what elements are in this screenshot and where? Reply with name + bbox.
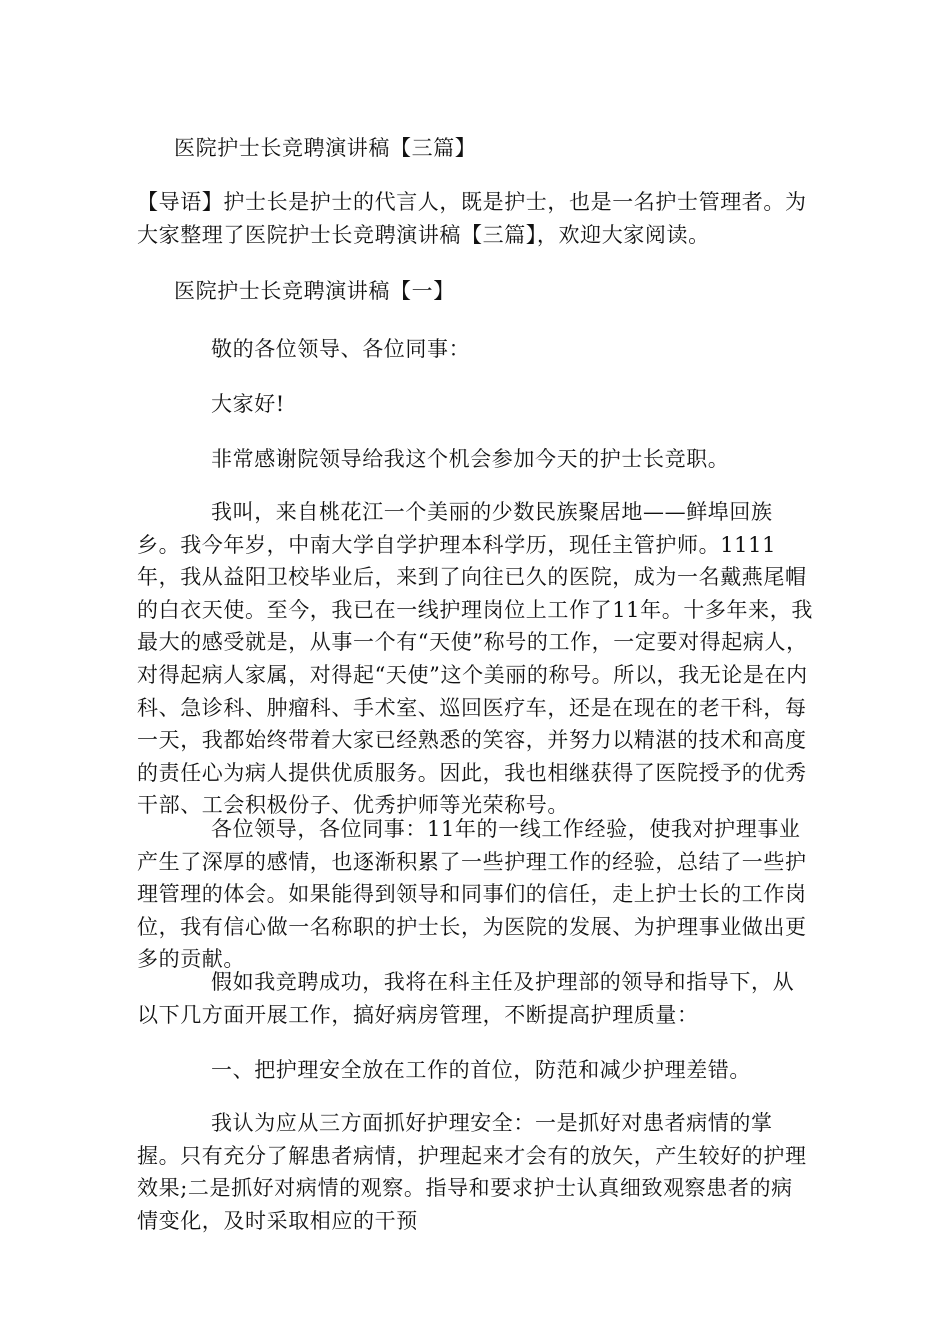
paragraph-4-block [137, 966, 813, 1031]
paragraph-5: 一、把护理安全放在工作的首位，防范和减少护理差错。 [211, 1058, 751, 1082]
paragraph-2: 我叫，来自桃花江一个美丽的少数民族聚居地——鲜埠回族乡。我今年岁，中南大学自学护理本科学历，现任主管护师。1111年，我从益阳卫校毕业后，来到了向往已久的医院，成为一名戴燕尾帽的白衣天使。至今，我已在一线护理岗位上工作了11年。十多年来，我最大的感受就是，从事一个有“天使”称号的工作，一定要对得起病人，对得起病人家属，对得起“天使”这个美丽的称号。所以，我无论是在内科、急诊科、肿瘤科、手术室、巡回医疗车，还是在现在的老干科，每一天，我都始终带着大家已经熟悉的笑容，并努力以精湛的技术和高度的责任心为病人提供优质服务。因此，我也相继获得了医院授予的优秀干部、工会积极份子、优秀护师等光荣称号。 [137, 500, 813, 818]
section-heading-block [137, 275, 813, 308]
greeting-block [137, 388, 813, 421]
salutation: 敬的各位领导、各位同事： [211, 337, 471, 361]
paragraph-5-block [137, 1054, 813, 1087]
salutation-block [137, 333, 813, 366]
paragraph-3-block [137, 813, 813, 976]
intro-paragraph: 【导语】护士长是护士的代言人，既是护士，也是一名护士管理者。为大家整理了医院护士长竞聘演讲稿【三篇】，欢迎大家阅读。 [137, 190, 807, 247]
paragraph-2-block [137, 496, 813, 822]
paragraph-1-block [137, 443, 813, 476]
intro-block [137, 186, 813, 251]
document-title: 医院护士长竞聘演讲稿【三篇】 [174, 136, 477, 160]
paragraph-1: 非常感谢院领导给我这个机会参加今天的护士长竞职。 [211, 447, 730, 471]
paragraph-6-block [137, 1107, 813, 1237]
section-title: 医院护士长竞聘演讲稿【一】 [174, 279, 455, 303]
paragraph-4: 假如我竞聘成功，我将在科主任及护理部的领导和指导下，从以下几方面开展工作，搞好病房管理，不断提高护理质量： [137, 970, 795, 1027]
paragraph-3: 各位领导，各位同事：11年的一线工作经验，使我对护理事业产生了深厚的感情，也逐渐积累了一些护理工作的经验，总结了一些护理管理的体会。如果能得到领导和同事们的信任，走上护士长的工作岗位，我有信心做一名称职的护士长，为医院的发展、为护理事业做出更多的贡献。 [137, 817, 807, 972]
paragraph-6: 我认为应从三方面抓好护理安全：一是抓好对患者病情的掌握。只有充分了解患者病情，护理起来才会有的放矢，产生较好的护理效果;二是抓好对病情的观察。指导和要求护士认真细致观察患者的病情变化，及时采取相应的干预 [137, 1111, 807, 1233]
greeting: 大家好! [211, 392, 285, 416]
